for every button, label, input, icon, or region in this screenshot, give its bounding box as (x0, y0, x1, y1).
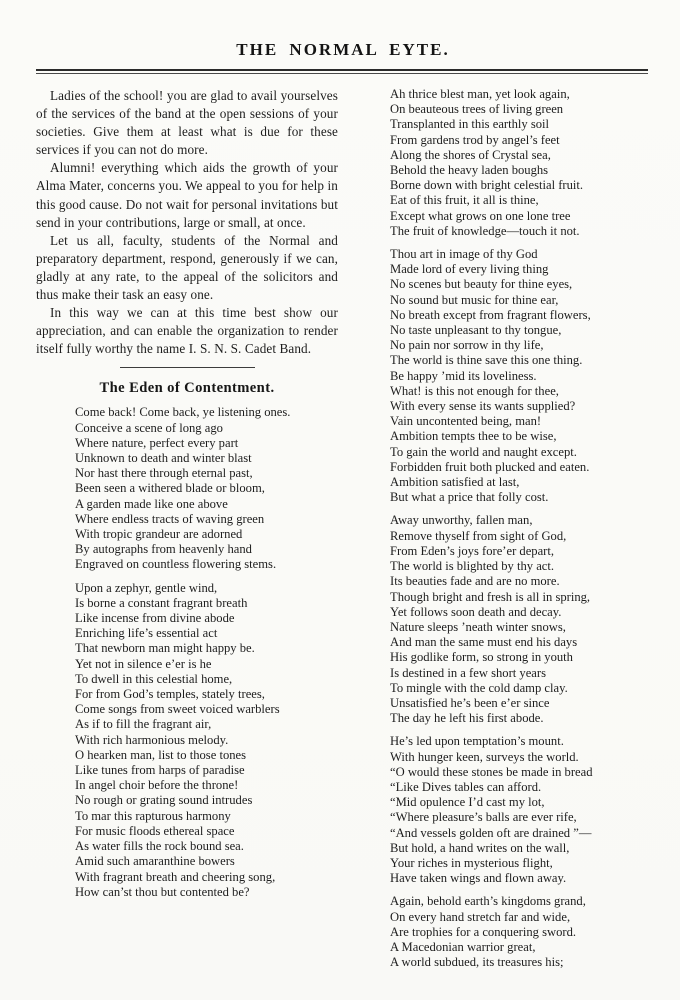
poem-line: Though bright and fresh is all in spring, (390, 589, 591, 604)
poem-line: “Where pleasure’s balls are ever rife, (390, 810, 577, 825)
poem-line: The fruit of knowledge—touch it not. (390, 223, 580, 238)
poem-line: Thou art in image of thy God (390, 247, 538, 262)
poem-line: O hearken man, list to those tones (75, 747, 247, 762)
poem-line: From gardens trod by angel’s feet (390, 132, 560, 147)
poem-line: Come back! Come back, ye listening ones. (75, 405, 291, 420)
poem-line: The world is thine save this one thing. (390, 353, 583, 368)
poem-line: Where nature, perfect every part (75, 435, 239, 450)
poem-line: With fragrant breath and cheering song, (75, 869, 276, 884)
poem-line: From Eden’s joys fore’er depart, (390, 543, 555, 558)
poem-line: To mingle with the cold damp clay. (390, 680, 568, 695)
poem-line: Been seen a withered blade or bloom, (75, 481, 265, 496)
poem-line: Nature sleeps ’neath winter snows, (390, 619, 566, 634)
poem-line: No scenes but beauty for thine eyes, (390, 277, 573, 292)
poem-line: Again, behold earth’s kingdoms grand, (390, 894, 586, 909)
poem-line: A world subdued, its treasures his; (390, 955, 564, 970)
poem-line: No taste unpleasant to thy tongue, (390, 323, 562, 338)
poem-line: Amid such amaranthine bowers (75, 854, 235, 869)
poem-line: With rich harmonious melody. (75, 732, 229, 747)
poem-line: Forbidden fruit both plucked and eaten. (390, 459, 590, 474)
poem-eden-continuation (390, 87, 650, 970)
poem-line: A garden made like one above (75, 496, 228, 511)
poem-line: In angel choir before the throne! (75, 778, 239, 793)
poem-line: For music floods ethereal space (75, 823, 235, 838)
poem-line: Is borne a constant fragrant breath (75, 595, 248, 610)
poem-line: Remove thyself from sight of God, (390, 528, 567, 543)
poem-stanza (390, 734, 650, 886)
left-column (36, 87, 338, 978)
poem-stanza (75, 405, 338, 572)
poem-title: The Eden of Contentment. (99, 380, 275, 397)
poem-line: To mar this rapturous harmony (75, 808, 231, 823)
poem-stanza (390, 894, 650, 970)
poem-line: That newborn man might happy be. (75, 641, 255, 656)
poem-line: To dwell in this celestial home, (75, 671, 233, 686)
poem-line: Transplanted in this earthly soil (390, 117, 550, 132)
poem-line: But what a price that folly cost. (390, 490, 549, 505)
prose-section (36, 87, 338, 358)
poem-eden-of-contentment (36, 405, 338, 900)
poem-line: Ah thrice blest man, yet look again, (390, 87, 570, 101)
poem-line: Are trophies for a conquering sword. (390, 924, 577, 939)
poem-line: Conceive a scene of long ago (75, 420, 223, 435)
poem-line: But hold, a hand writes on the wall, (390, 840, 570, 855)
poem-line: Ambition satisfied at last, (390, 475, 520, 490)
right-column (390, 87, 650, 978)
poem-line: “Mid opulence I’d cast my lot, (390, 795, 545, 810)
prose-paragraph: Let us all, faculty, students of the Normal and preparatory department, respond, generously if we can, gladly at any rate, to the appeal of the solicitors and thus make their task an easy one. (36, 232, 338, 303)
poem-line: As if to fill the fragrant air, (75, 717, 212, 732)
poem-line: Enriching life’s essential act (75, 626, 218, 641)
poem-line: The day he left his first abode. (390, 711, 544, 726)
poem-line: He’s led upon temptation’s mount. (390, 734, 564, 749)
poem-line: “And vessels golden oft are drained ”— (390, 825, 592, 840)
poem-line: Yet follows soon death and decay. (390, 604, 562, 619)
poem-line: Behold the heavy laden boughs (390, 163, 549, 178)
poem-line: The world is blighted by thy act. (390, 559, 555, 574)
poem-line: No sound but music for thine ear, (390, 292, 559, 307)
poem-line: Be happy ’mid its loveliness. (390, 368, 537, 383)
section-divider-rule (120, 367, 255, 368)
poem-line: Come songs from sweet voiced warblers (75, 702, 280, 717)
poem-line: No breath except from fragrant flowers, (390, 307, 591, 322)
poem-line: Ambition tempts thee to be wise, (390, 429, 557, 444)
poem-line: By autographs from heavenly hand (75, 542, 252, 557)
poem-line: Have taken wings and flown away. (390, 871, 567, 886)
poem-line: With tropic grandeur are adorned (75, 527, 243, 542)
poem-line: Unsatisfied he’s been e’er since (390, 695, 550, 710)
poem-line: What! is this not enough for thee, (390, 383, 559, 398)
masthead (36, 40, 650, 74)
poem-line: Except what grows on one lone tree (390, 208, 571, 223)
poem-line: “Like Dives tables can afford. (390, 779, 542, 794)
poem-stanza (390, 87, 650, 239)
article-columns (36, 87, 650, 978)
poem-stanza (390, 247, 650, 505)
poem-line: Is destined in a few short years (390, 665, 546, 680)
poem-line: Its beauties fade and are no more. (390, 574, 560, 589)
poem-line: As water fills the rock bound sea. (75, 839, 244, 854)
poem-line: No pain nor sorrow in thy life, (390, 338, 544, 353)
masthead-rule-thin (36, 73, 648, 74)
poem-line: Engraved on countless flowering stems. (75, 557, 277, 572)
prose-paragraph: In this way we can at this time best show our appreciation, and can enable the organization to render itself fully worthy the name I. S. N. S. Cadet Band. (36, 305, 338, 357)
poem-line: To gain the world and naught except. (390, 444, 577, 459)
poem-line: Like incense from divine abode (75, 611, 235, 626)
prose-paragraph: Ladies of the school! you are glad to avail yourselves of the services of the band at the open sessions of your societies. Give them at least what is due for these services if you can not do more. (36, 88, 338, 158)
poem-line: No rough or grating sound intrudes (75, 793, 253, 808)
masthead-double-rule (36, 69, 648, 74)
poem-line: With every sense its wants supplied? (390, 399, 576, 414)
masthead-title: THE NORMAL EYTE. (236, 40, 450, 59)
poem-line: Away unworthy, fallen man, (390, 513, 533, 528)
poem-line: Vain uncontented being, man! (390, 414, 542, 429)
poem-line: “O would these stones be made in bread (390, 764, 593, 779)
poem-line: Unknown to death and winter blast (75, 451, 252, 466)
poem-line: Nor hast there through eternal past, (75, 466, 253, 481)
poem-line: Your riches in mysterious flight, (390, 855, 553, 870)
masthead-rule-thick (36, 69, 648, 71)
poem-line: Along the shores of Crystal sea, (390, 147, 551, 162)
poem-stanza (75, 581, 338, 900)
poem-line: Eat of this fruit, it all is thine, (390, 193, 539, 208)
poem-line: Yet not in silence e’er is he (75, 656, 212, 671)
poem-line: Where endless tracts of waving green (75, 511, 265, 526)
poem-line: On every hand stretch far and wide, (390, 909, 571, 924)
prose-paragraph: Alumni! everything which aids the growth of your Alma Mater, concerns you. We appeal to you for help in this good cause. Do not wait for personal invitations but send in your contributions, large or small, at once. (36, 160, 338, 230)
poem-line: Borne down with bright celestial fruit. (390, 178, 584, 193)
poem-line: And man the same must end his days (390, 635, 578, 650)
poem-line: A Macedonian warrior great, (390, 939, 536, 954)
poem-line: Made lord of every living thing (390, 262, 549, 277)
poem-stanza (390, 513, 650, 726)
poem-line: His godlike form, so strong in youth (390, 650, 573, 665)
poem-line: Upon a zephyr, gentle wind, (75, 580, 218, 595)
poem-line: How can’st thou but contented be? (75, 884, 250, 899)
poem-line: On beauteous trees of living green (390, 102, 564, 117)
poem-line: With hunger keen, surveys the world. (390, 749, 579, 764)
poem-line: Like tunes from harps of paradise (75, 763, 245, 778)
poem-line: For from God’s temples, stately trees, (75, 687, 265, 702)
